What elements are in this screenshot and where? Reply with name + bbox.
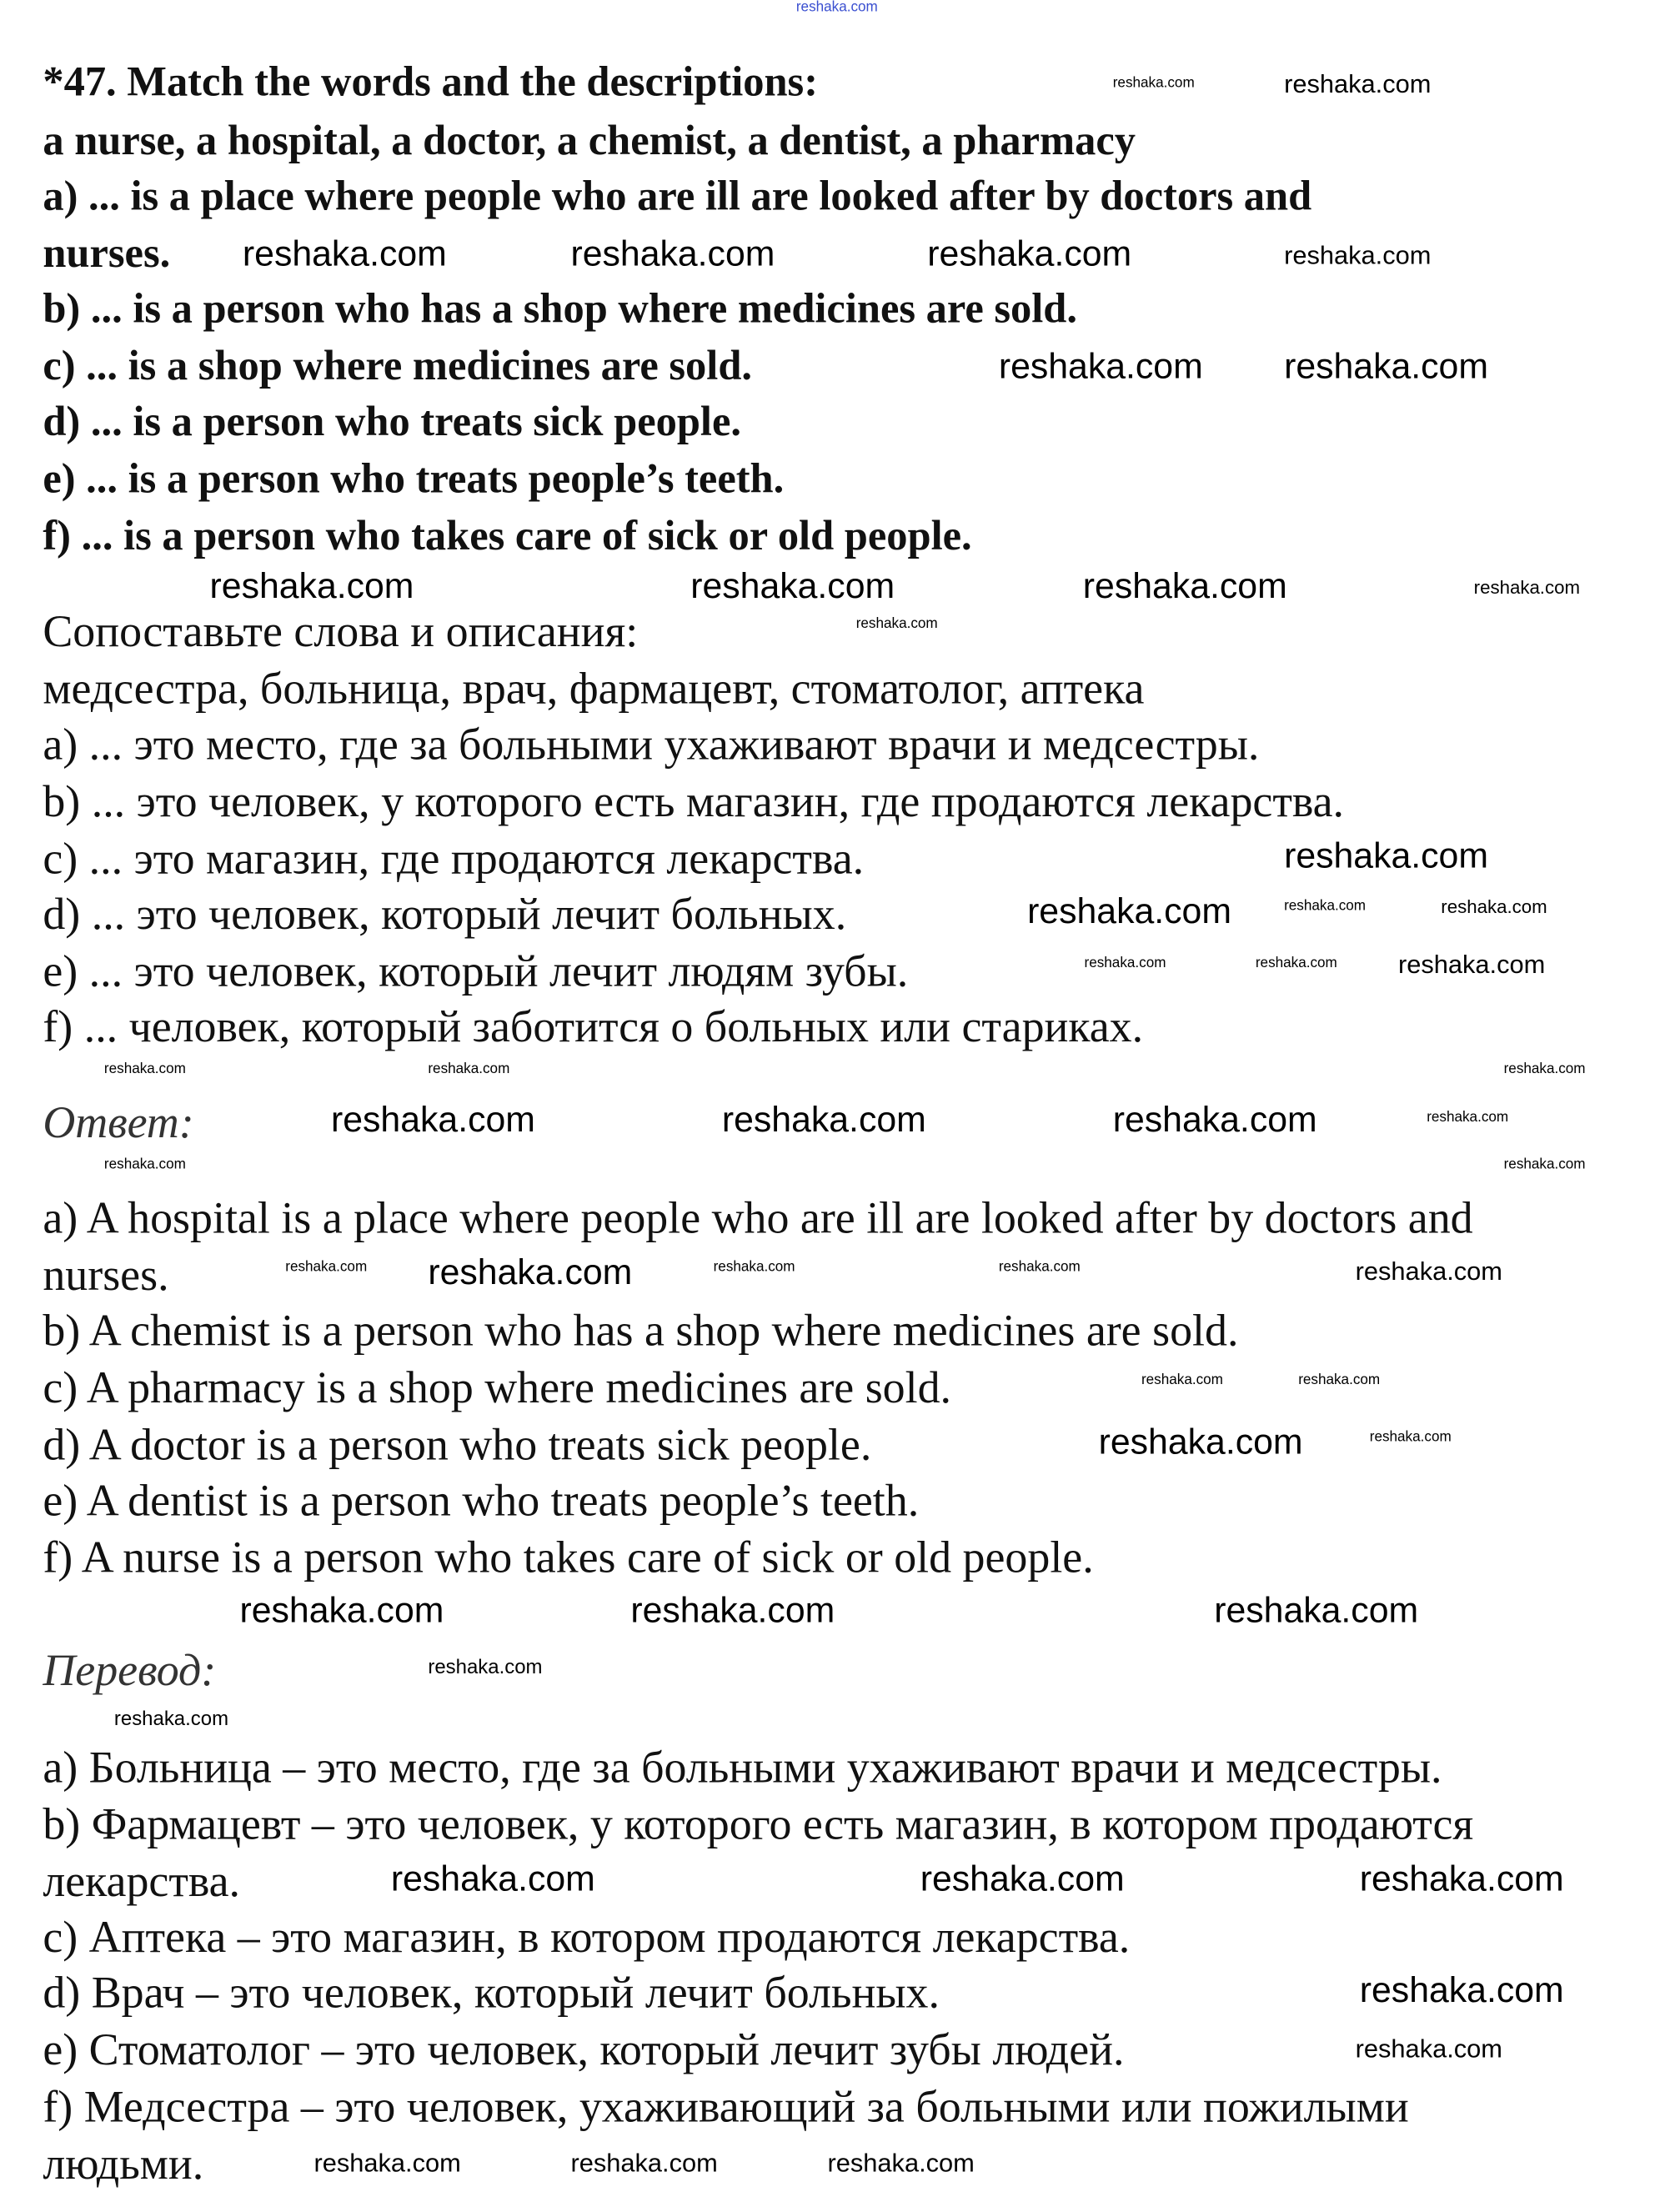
- watermark: reshaka.com: [713, 1259, 795, 1276]
- watermark: reshaka.com: [1284, 69, 1432, 99]
- task-ru-title: Сопоставьте слова и описания:: [43, 606, 639, 657]
- translation-line: a) Больница – это место, где за больными ухаживают врачи и медсестры.: [43, 1742, 1442, 1793]
- translation-line: людьми.: [43, 2139, 204, 2189]
- answer-line: f) A nurse is a person who takes care of sick or old people.: [43, 1532, 1094, 1583]
- watermark: reshaka.com: [1441, 895, 1547, 918]
- task-line: c) ... is a shop where medicines are sold.: [43, 344, 753, 390]
- watermark: reshaka.com: [1141, 1372, 1223, 1388]
- answer-line: nurses.: [43, 1250, 169, 1300]
- answer-line: b) A chemist is a person who has a shop where medicines are sold.: [43, 1305, 1239, 1356]
- task-ru-line: c) ... это магазин, где продаются лекарства.: [43, 833, 865, 884]
- translation-heading: Перевод:: [43, 1645, 217, 1695]
- watermark: reshaka.com: [1284, 899, 1367, 915]
- watermark: reshaka.com: [428, 1252, 633, 1293]
- task-line: e) ... is a person who treats people’s teeth.: [43, 456, 785, 503]
- watermark: reshaka.com: [1503, 1061, 1586, 1077]
- watermark: reshaka.com: [1359, 1858, 1564, 1899]
- watermark: reshaka.com: [795, 0, 878, 16]
- watermark: reshaka.com: [113, 1706, 229, 1729]
- task-title: *47. Match the words and the descriptions:: [43, 59, 819, 106]
- task-ru-line: f) ... человек, который заботится о больных или стариках.: [43, 1001, 1144, 1052]
- watermark: reshaka.com: [1473, 576, 1581, 598]
- answer-line: e) A dentist is a person who treats people’s teeth.: [43, 1475, 920, 1526]
- watermark: reshaka.com: [1355, 2034, 1502, 2064]
- answer-line: a) A hospital is a place where people who are ill are looked after by doctors and: [43, 1192, 1473, 1243]
- answer-line: d) A doctor is a person who treats sick people.: [43, 1419, 872, 1470]
- task-line: nurses.: [43, 231, 171, 277]
- watermark: reshaka.com: [428, 1654, 543, 1678]
- watermark: reshaka.com: [1112, 75, 1195, 92]
- task-words: a nurse, a hospital, a doctor, a chemist, a dentist, a pharmacy: [43, 118, 1136, 164]
- watermark: reshaka.com: [242, 233, 447, 274]
- translation-line: лекарства.: [43, 1856, 241, 1907]
- watermark: reshaka.com: [1098, 1422, 1303, 1462]
- watermark: reshaka.com: [1284, 241, 1432, 270]
- watermark: reshaka.com: [1503, 1156, 1586, 1173]
- watermark: reshaka.com: [1084, 956, 1166, 972]
- watermark: reshaka.com: [998, 346, 1203, 387]
- watermark: reshaka.com: [570, 233, 775, 274]
- watermark: reshaka.com: [103, 1156, 186, 1173]
- task-ru-words: медсестра, больница, врач, фармацевт, стоматолог, аптека: [43, 663, 1145, 714]
- watermark: reshaka.com: [285, 1259, 368, 1276]
- watermark: reshaka.com: [330, 1100, 535, 1141]
- watermark: reshaka.com: [103, 1061, 186, 1077]
- watermark: reshaka.com: [428, 1061, 510, 1077]
- watermark: reshaka.com: [827, 2149, 975, 2178]
- watermark: reshaka.com: [209, 566, 414, 607]
- watermark: reshaka.com: [690, 566, 895, 607]
- watermark: reshaka.com: [1284, 346, 1488, 387]
- watermark: reshaka.com: [920, 1858, 1125, 1899]
- watermark: reshaka.com: [1427, 1110, 1509, 1126]
- watermark: reshaka.com: [630, 1590, 835, 1631]
- watermark: reshaka.com: [1359, 1970, 1564, 2011]
- watermark: reshaka.com: [1284, 835, 1488, 876]
- translation-line: c) Аптека – это магазин, в котором продаются лекарства.: [43, 1912, 1131, 1962]
- task-line: a) ... is a place where people who are ill are looked after by doctors and: [43, 173, 1312, 220]
- watermark: reshaka.com: [570, 2149, 718, 2178]
- translation-line: d) Врач – это человек, который лечит больных.: [43, 1967, 940, 2018]
- task-line: b) ... is a person who has a shop where medicines are sold.: [43, 286, 1077, 333]
- task-ru-line: a) ... это место, где за больными ухаживают врачи и медсестры.: [43, 719, 1260, 770]
- translation-line: b) Фармацевт – это человек, у которого есть магазин, в котором продаются: [43, 1798, 1474, 1849]
- watermark: reshaka.com: [239, 1590, 444, 1631]
- watermark: reshaka.com: [927, 233, 1132, 274]
- watermark: reshaka.com: [998, 1259, 1081, 1276]
- watermark: reshaka.com: [855, 616, 938, 633]
- answer-line: c) A pharmacy is a shop where medicines are sold.: [43, 1362, 952, 1413]
- watermark: reshaka.com: [1255, 956, 1337, 972]
- task-ru-line: b) ... это человек, у которого есть магазин, где продаются лекарства.: [43, 775, 1345, 826]
- watermark: reshaka.com: [1112, 1100, 1317, 1141]
- watermark: reshaka.com: [1214, 1590, 1419, 1631]
- translation-line: e) Стоматолог – это человек, который лечит зубы людей.: [43, 2024, 1125, 2075]
- watermark: reshaka.com: [721, 1100, 926, 1141]
- task-ru-line: e) ... это человек, который лечит людям зубы.: [43, 945, 909, 996]
- watermark: reshaka.com: [1298, 1372, 1381, 1388]
- answer-heading: Ответ:: [43, 1096, 194, 1147]
- watermark: reshaka.com: [390, 1858, 595, 1899]
- task-line: d) ... is a person who treats sick people.: [43, 399, 741, 445]
- watermark: reshaka.com: [313, 2149, 461, 2178]
- task-line: f) ... is a person who takes care of sick or old people.: [43, 514, 972, 559]
- watermark: reshaka.com: [1369, 1429, 1452, 1446]
- watermark: reshaka.com: [1082, 566, 1287, 607]
- translation-line: f) Медсестра – это человек, ухаживающий за больными или пожилыми: [43, 2081, 1409, 2132]
- watermark: reshaka.com: [1355, 1256, 1502, 1286]
- watermark: reshaka.com: [1027, 891, 1231, 932]
- watermark: reshaka.com: [1397, 950, 1546, 979]
- task-ru-line: d) ... это человек, который лечит больных.: [43, 889, 847, 939]
